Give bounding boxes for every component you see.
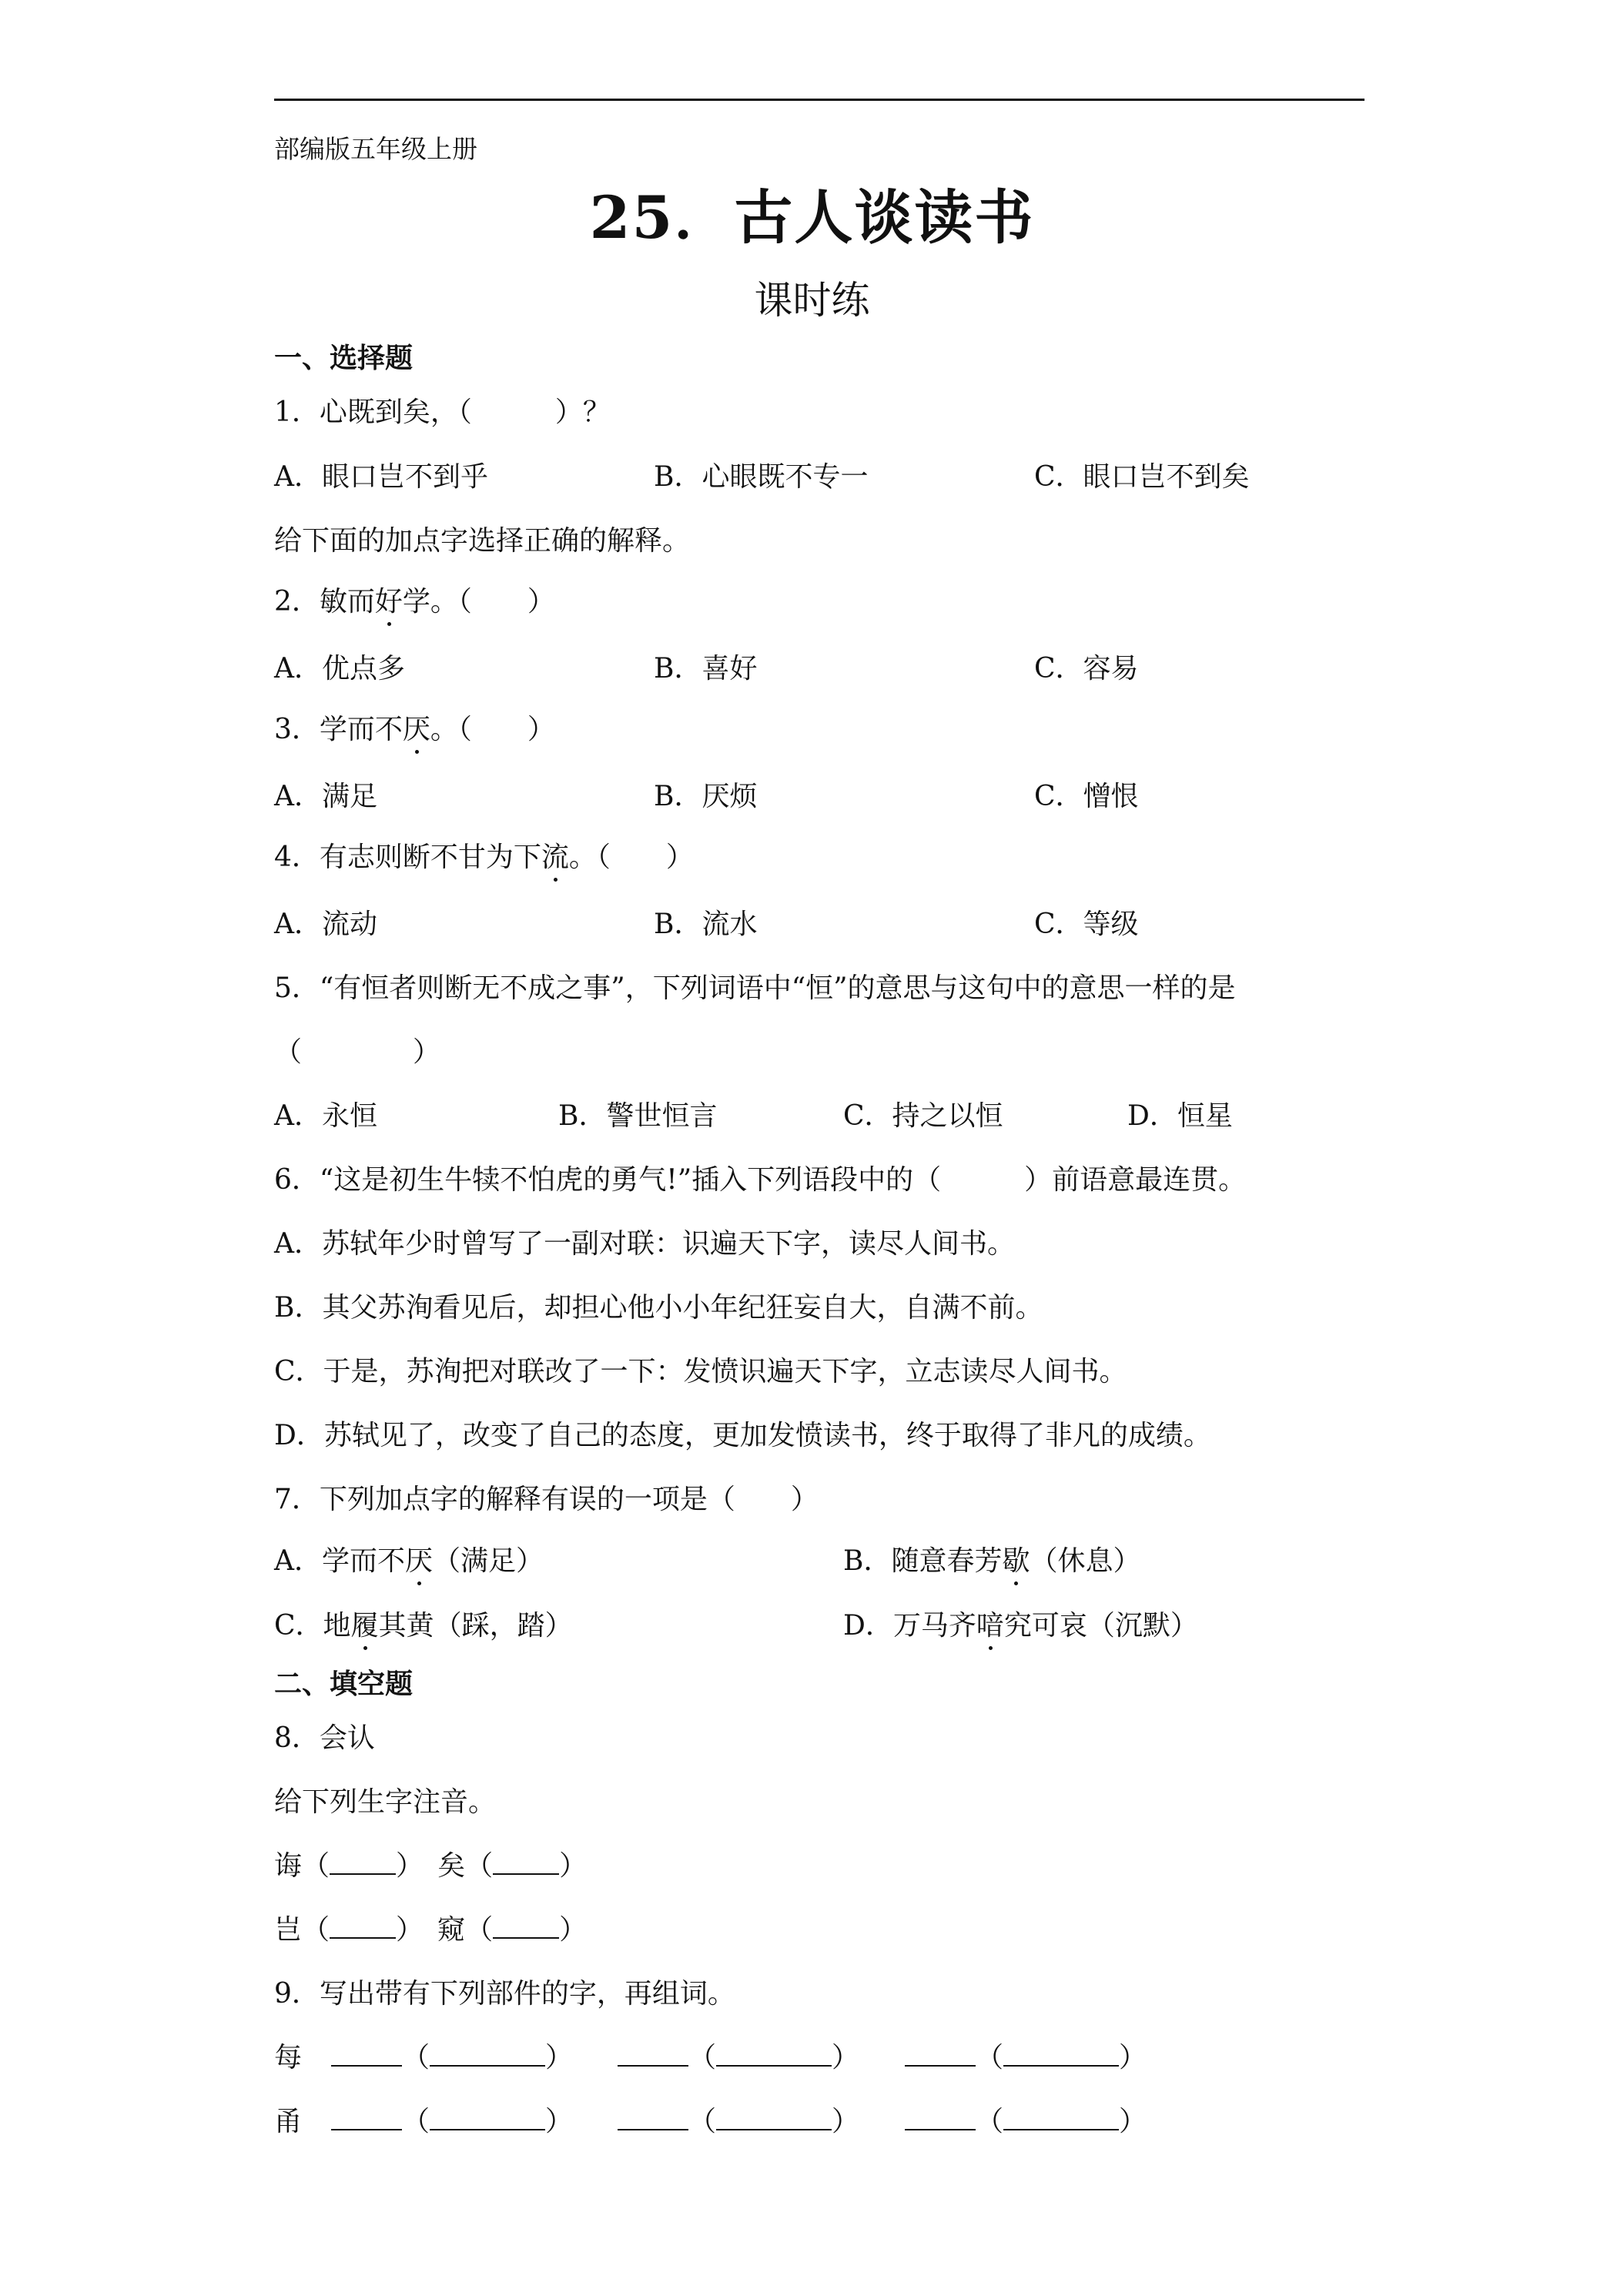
pinyin-char: 矣 (437, 1850, 466, 1882)
instruction-dotted-words: 给下面的加点字选择正确的解释。 (274, 525, 691, 557)
component-label: 甬 (274, 2106, 303, 2137)
q3-option-b: B．厌烦 (654, 781, 758, 812)
paren-open: （ (402, 2042, 430, 2073)
char-word-group (331, 2105, 573, 2138)
subject-label: 部编版五年级上册 (274, 134, 477, 164)
q6-option-b: B．其父苏洵看见后，却担心他小小年纪狂妄自大，自满不前。 (274, 1292, 1043, 1324)
question-8-instruction: 给下列生字注音。 (274, 1786, 497, 1818)
char-blank[interactable] (618, 2109, 688, 2130)
q7-a-post: （满足） (433, 1545, 544, 1577)
q7-option-c (274, 1609, 573, 1642)
component-label: 每 (274, 2042, 303, 2073)
q3-stem-pre: 3．学而不 (274, 714, 403, 745)
q4-option-a: A．流动 (274, 909, 377, 940)
q1-option-a: A．眼口岂不到乎 (274, 461, 488, 493)
pinyin-blank[interactable] (493, 1917, 559, 1939)
char-blank[interactable] (905, 2045, 976, 2067)
paren-close: ） (832, 2042, 860, 2073)
question-5-stem: 5．“有恒者则断无不成之事”，下列词语中“恒”的意思与这句中的意思一样的是 (274, 972, 1236, 1004)
char-blank[interactable] (331, 2045, 402, 2067)
char-blank[interactable] (331, 2109, 402, 2130)
q7-d-dotted-char: 喑 (976, 1610, 1004, 1642)
word-blank[interactable] (1003, 2109, 1119, 2130)
paren-close: ） (559, 1850, 588, 1882)
q7-c-pre: C．地 (274, 1610, 351, 1642)
paren-close: ） (545, 2042, 574, 2073)
question-8-stem: 8．会认 (274, 1722, 375, 1754)
q7-b-post: （休息） (1030, 1545, 1141, 1577)
q7-option-a (274, 1545, 544, 1578)
paren-close: ） (396, 1914, 410, 1946)
paren-close: ） (545, 2106, 574, 2137)
paren-close: ） (559, 1914, 588, 1946)
q7-c-dotted-char: 履 (350, 1610, 379, 1642)
q6-option-a: A．苏轼年少时曾写了一副对联：识遍天下字，读尽人间书。 (274, 1228, 1015, 1260)
question-1-stem: 1．心既到矣，（ ）？ (274, 397, 611, 428)
q2-dotted-char: 好 (374, 586, 403, 618)
word-blank[interactable] (716, 2109, 832, 2130)
paren-open: （ (402, 2106, 430, 2137)
paren-close: ） (396, 1850, 410, 1882)
pinyin-char: 岂 (274, 1914, 303, 1946)
question-3-stem (274, 713, 555, 746)
q2-option-b: B．喜好 (654, 653, 758, 684)
paren-open: （ (465, 1850, 494, 1882)
q4-stem-pre: 4．有志则断不甘为下 (274, 842, 541, 873)
word-blank[interactable] (430, 2109, 545, 2130)
pinyin-char: 诲 (274, 1850, 303, 1882)
paren-open: （ (302, 1850, 330, 1882)
paren-close: ） (832, 2106, 860, 2137)
paren-open: （ (688, 2106, 717, 2137)
q7-b-pre: B．随意春芳 (843, 1545, 1003, 1577)
paren-close: ） (1119, 2106, 1147, 2137)
section-heading-choice: 一、选择题 (274, 342, 414, 374)
q6-option-c: C．于是，苏洵把对联改了一下：发愤识遍天下字，立志读尽人间书。 (274, 1356, 1127, 1387)
page-subtitle: 课时练 (754, 278, 870, 323)
q3-option-a: A．满足 (274, 781, 377, 812)
paren-open: （ (976, 2042, 1004, 2073)
q4-stem-post: 。（ ） (568, 842, 694, 873)
word-blank[interactable] (430, 2045, 545, 2067)
q4-option-c: C．等级 (1034, 909, 1139, 940)
word-blank[interactable] (1003, 2045, 1119, 2067)
q4-option-b: B．流水 (654, 909, 758, 940)
q2-option-a: A．优点多 (274, 653, 405, 684)
q4-dotted-char: 流 (541, 842, 569, 873)
q3-stem-post: 。（ ） (430, 714, 555, 745)
q7-a-dotted-char: 厌 (405, 1545, 434, 1577)
q7-option-b (843, 1545, 1141, 1578)
question-4-stem (274, 841, 694, 874)
q5-option-b: B．警世恒言 (558, 1100, 718, 1132)
q3-dotted-char: 厌 (402, 714, 430, 745)
char-word-group (618, 2041, 859, 2074)
q7-option-d (843, 1609, 1198, 1642)
char-blank[interactable] (905, 2109, 976, 2130)
char-blank[interactable] (618, 2045, 688, 2067)
paren-open: （ (302, 1914, 330, 1946)
paren-open: （ (465, 1914, 494, 1946)
question-9-stem: 9．写出带有下列部件的字，再组词。 (274, 1978, 735, 2010)
char-word-group (331, 2041, 573, 2074)
pinyin-blank[interactable] (493, 1853, 559, 1875)
q1-option-c: C．眼口岂不到矣 (1034, 461, 1250, 493)
section-heading-fill: 二、填空题 (274, 1668, 414, 1700)
paren-open: （ (688, 2042, 717, 2073)
q7-b-dotted-char: 歇 (1002, 1545, 1030, 1577)
pinyin-row-2 (274, 1913, 587, 1946)
q3-option-c: C．憎恨 (1034, 781, 1139, 812)
word-blank[interactable] (716, 2045, 832, 2067)
q5-option-c: C．持之以恒 (843, 1100, 1003, 1132)
paren-close: ） (1119, 2042, 1147, 2073)
q7-d-pre: D．万马齐 (843, 1610, 976, 1642)
q7-c-post: 其黄（踩，踏） (378, 1610, 573, 1642)
pinyin-blank[interactable] (330, 1917, 396, 1939)
q5-option-d: D．恒星 (1127, 1100, 1233, 1132)
question-2-stem (274, 585, 555, 618)
char-word-group (905, 2041, 1147, 2074)
char-word-group (905, 2105, 1147, 2138)
paren-open: （ (976, 2106, 1004, 2137)
q2-stem-pre: 2．敏而 (274, 586, 375, 618)
top-rule (274, 99, 1364, 101)
q2-stem-post: 学。（ ） (402, 586, 555, 618)
q1-option-b: B．心眼既不专一 (654, 461, 869, 493)
pinyin-blank[interactable] (330, 1853, 396, 1875)
q7-a-pre: A．学而不 (274, 1545, 405, 1577)
char-word-group (618, 2105, 859, 2138)
question-7-stem: 7．下列加点字的解释有误的一项是（ ） (274, 1484, 819, 1515)
question-5-paren: （ ） (274, 1036, 441, 1068)
q2-option-c: C．容易 (1034, 653, 1139, 684)
question-6-stem: 6．“这是初生牛犊不怕虎的勇气!”插入下列语段中的（ ）前语意最连贯。 (274, 1164, 1247, 1196)
q6-option-d: D．苏轼见了，改变了自己的态度，更加发愤读书，终于取得了非凡的成绩。 (274, 1420, 1211, 1451)
q7-d-post: 究可哀（沉默） (1003, 1610, 1198, 1642)
q5-option-a: A．永恒 (274, 1100, 377, 1132)
pinyin-row-1 (274, 1849, 587, 1883)
page-title: 25．古人谈读书 (589, 183, 1035, 252)
pinyin-char: 窥 (437, 1914, 466, 1946)
